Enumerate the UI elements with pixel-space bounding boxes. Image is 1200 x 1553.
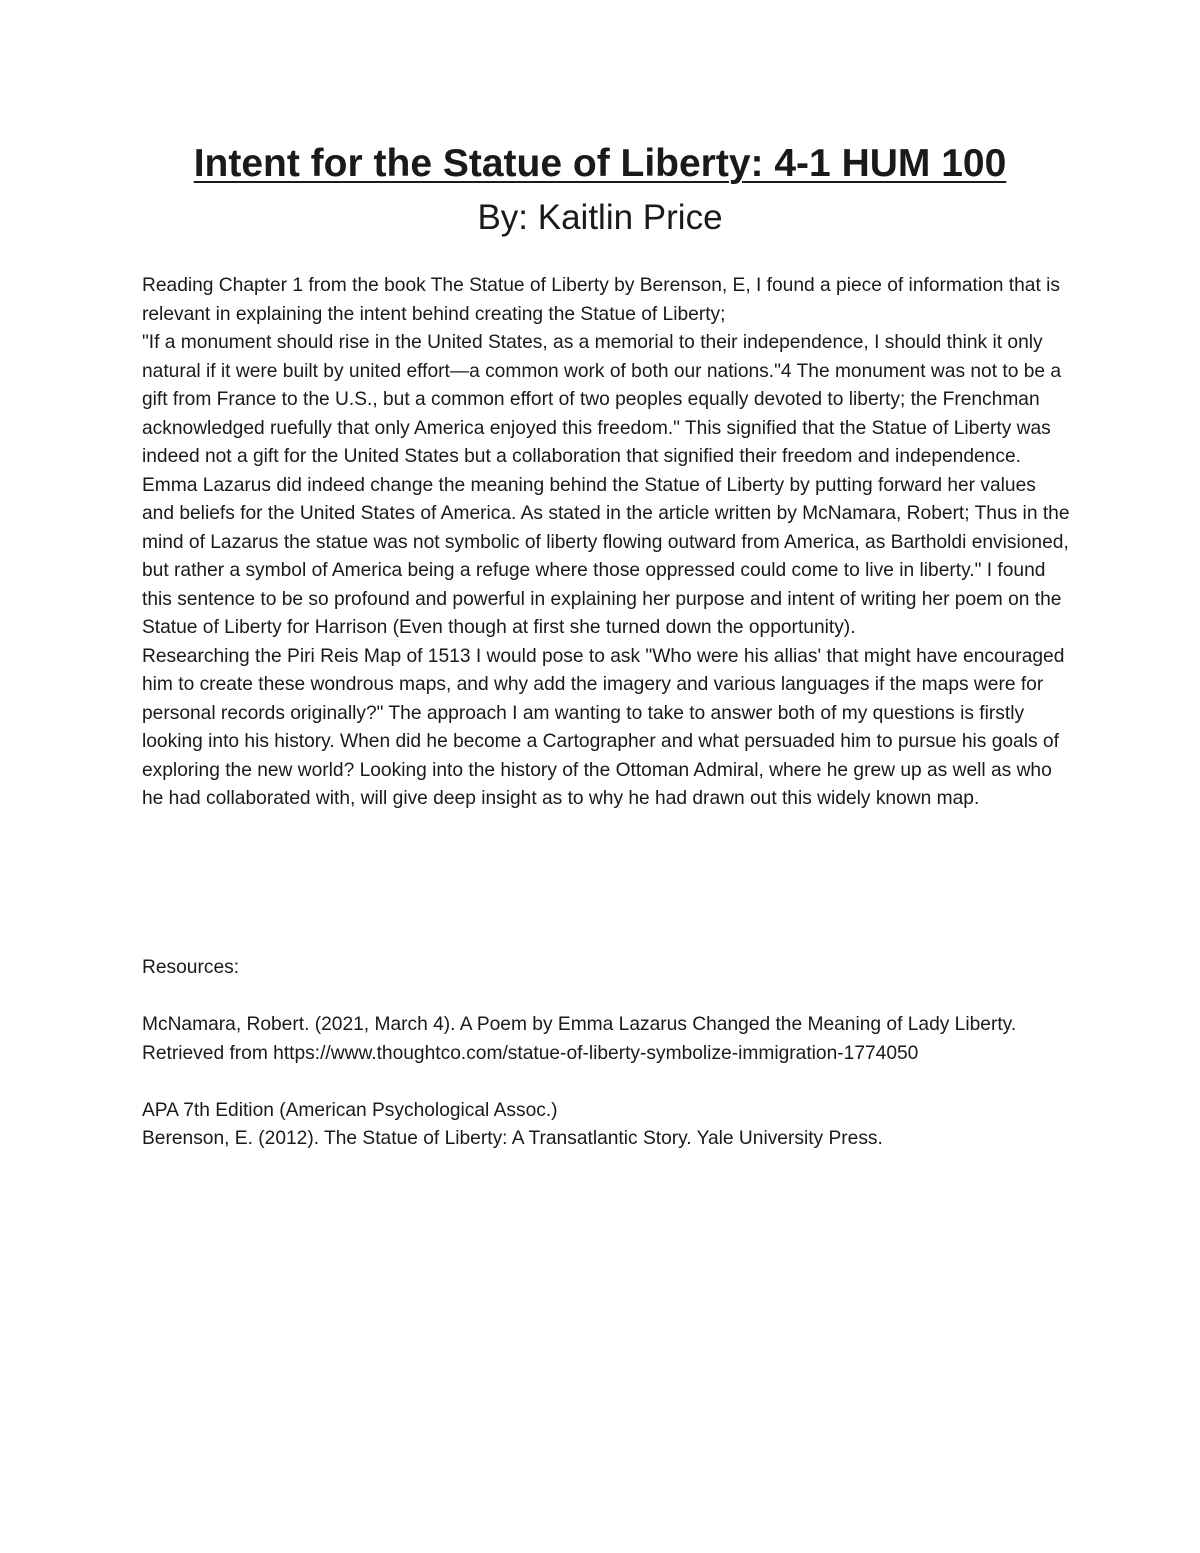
- reference-item: Berenson, E. (2012). The Statue of Liberty: A Transatlantic Story. Yale University Press.: [142, 1128, 883, 1149]
- author-byline: By: Kaitlin Price: [477, 198, 723, 237]
- citation-style-note: APA 7th Edition (American Psychological Assoc.): [142, 1099, 558, 1121]
- resources-heading: Resources:: [142, 957, 240, 978]
- body-paragraph: Reading Chapter 1 from the book The Statue of Liberty by Berenson, E, I found a piece of information that is relevant in explaining the intent behind creating the Statue of Liberty;: [142, 275, 1060, 325]
- document-body: [142, 272, 1072, 814]
- body-paragraph: "If a monument should rise in the United States, as a memorial to their independence, I should think it only natural if it were built by united effort—a common work of both our nations."4 The monument was not to be a gift from France to the U.S., but a common effort of two peoples equally devoted to liberty; the Frenchman acknowledged ruefully that only America enjoyed this freedom." This signified that the Statue of Liberty was indeed not a gift for the United States but a collaboration that signified their freedom and independence. Emma Lazarus did indeed change the meaning behind the Statue of Liberty by putting forward her values and beliefs for the United States of America. As stated in the article written by McNamara, Robert; Thus in the mind of Lazarus the statue was not symbolic of liberty flowing outward from America, as Bartholdi envisioned, but rather a symbol of America being a refuge where those oppressed could come to live in liberty." I found this sentence to be so profound and powerful in explaining her purpose and intent of writing her poem on the Statue of Liberty for Harrison (Even though at first she turned down the opportunity).: [142, 332, 1070, 638]
- resources-section: [142, 954, 1072, 1154]
- spacer: [142, 1068, 1072, 1097]
- document-title: Intent for the Statue of Liberty: 4-1 HUM 100: [193, 142, 1007, 185]
- reference-item: McNamara, Robert. (2021, March 4). A Poem by Emma Lazarus Changed the Meaning of Lady Liberty. Retrieved from https://www.thoughtco.com/statue-of-liberty-symbolize-immigration-1774050: [142, 1014, 1017, 1064]
- spacer: [142, 983, 1072, 1012]
- body-paragraph: Researching the Piri Reis Map of 1513 I would pose to ask "Who were his allias' that might have encouraged him to create these wondrous maps, and why add the imagery and various languages if the maps were for personal records originally?" The approach I am wanting to take to answer both of my questions is firstly looking into his history. When did he become a Cartographer and what persuaded him to pursue his goals of exploring the new world? Looking into the history of the Ottoman Admiral, where he grew up as well as who he had collaborated with, will give deep insight as to why he had drawn out this widely known map.: [142, 645, 1065, 809]
